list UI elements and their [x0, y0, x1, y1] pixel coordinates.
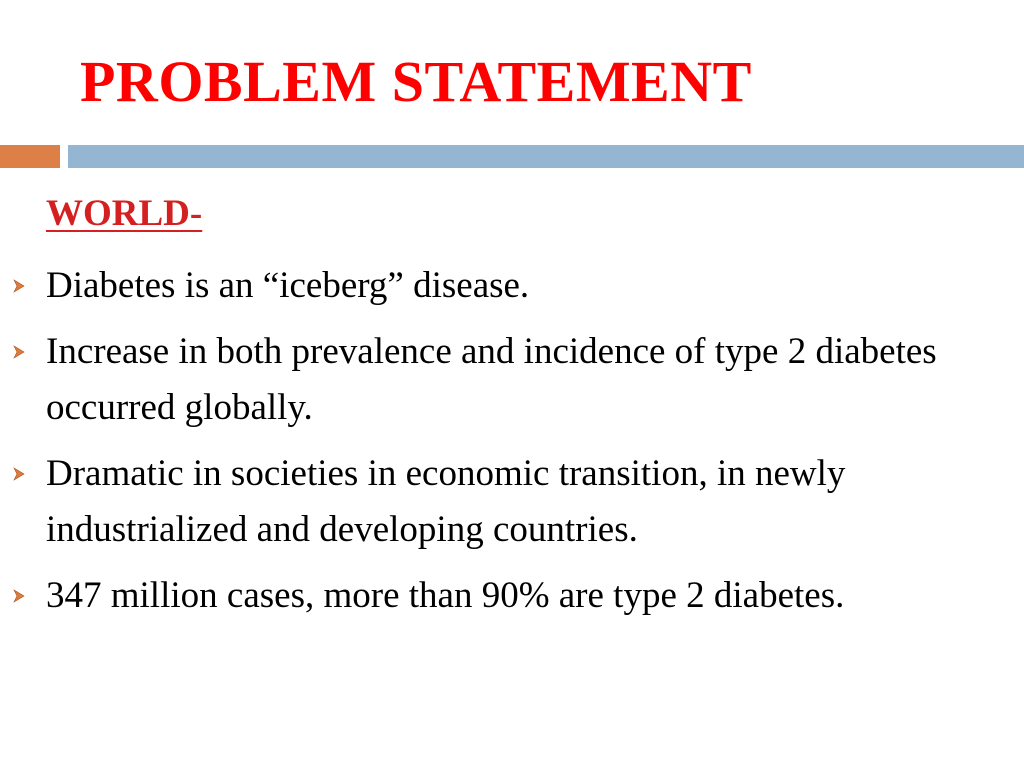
slide-title: PROBLEM STATEMENT — [80, 49, 752, 114]
chevron-right-icon — [12, 467, 26, 481]
orange-accent-bar — [0, 145, 60, 168]
bullet-text: Diabetes is an “iceberg” disease. — [46, 265, 530, 306]
bullet-list — [0, 258, 1010, 634]
bullet-item — [0, 568, 1010, 624]
bullet-text: Dramatic in societies in economic transition, in newly industrialized and developing countries. — [46, 453, 846, 550]
bullet-text: 347 million cases, more than 90% are type 2 diabetes. — [46, 575, 845, 616]
bullet-item — [0, 446, 1010, 558]
chevron-right-icon — [12, 345, 26, 359]
chevron-right-icon — [12, 279, 26, 293]
bullet-item — [0, 324, 1010, 436]
section-heading: WORLD- — [46, 193, 203, 234]
bullet-text: Increase in both prevalence and incidence of type 2 diabetes occurred globally. — [46, 331, 937, 428]
blue-accent-bar — [68, 145, 1024, 168]
bullet-item — [0, 258, 1010, 314]
chevron-right-icon — [12, 589, 26, 603]
